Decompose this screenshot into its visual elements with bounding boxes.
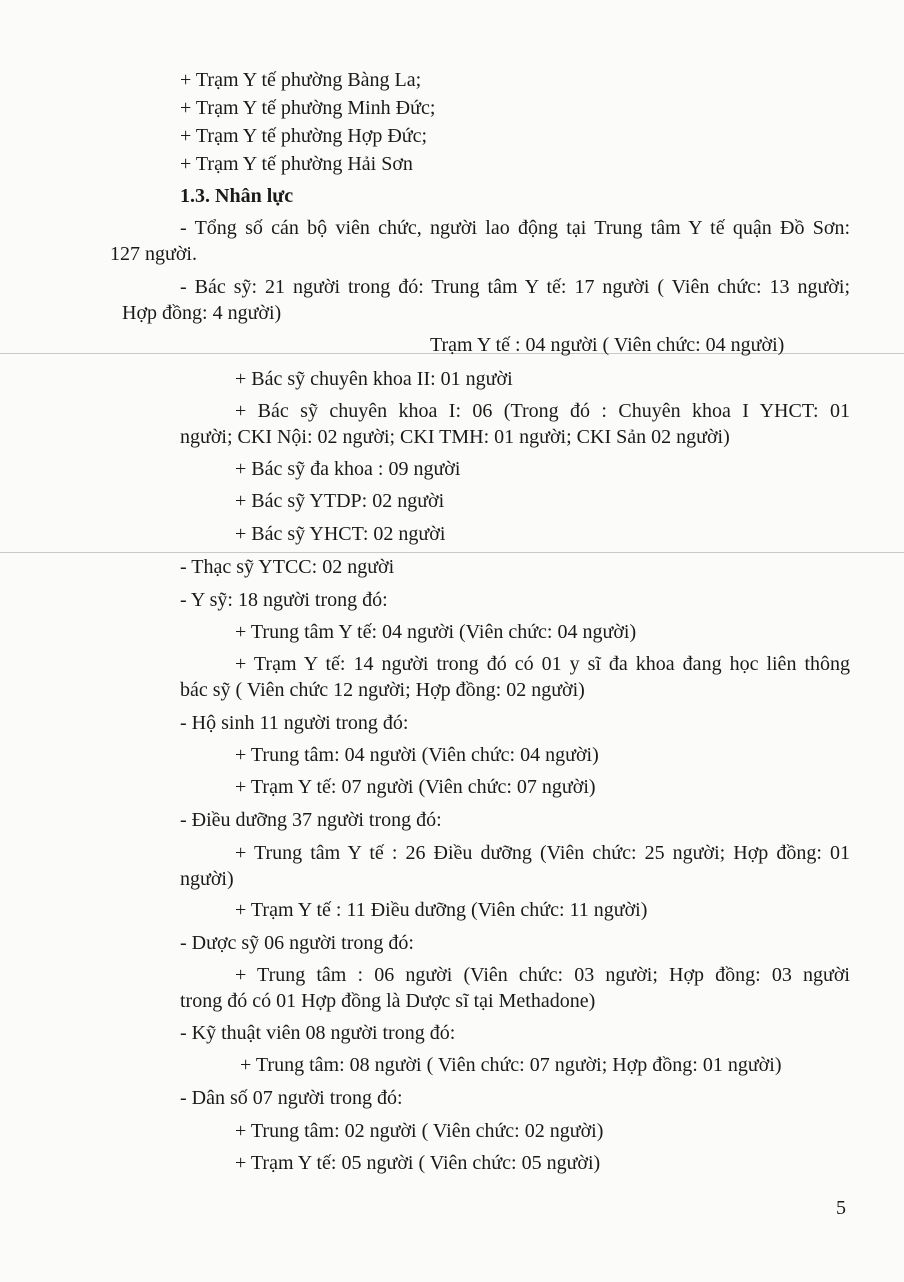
doctors-station-line: Trạm Y tế : 04 người ( Viên chức: 04 người) bbox=[430, 334, 785, 356]
category-item: bác sỹ ( Viên chức 12 người; Hợp đồng: 02 người) bbox=[180, 679, 585, 701]
doctor-specialty-item: + Bác sỹ chuyên khoa II: 01 người bbox=[235, 368, 513, 390]
category-item: + Trung tâm: 08 người ( Viên chức: 07 người; Hợp đồng: 01 người) bbox=[240, 1054, 782, 1076]
category-item: + Trạm Y tế: 07 người (Viên chức: 07 người) bbox=[235, 776, 596, 798]
doctor-specialty-item: người; CKI Nội: 02 người; CKI TMH: 01 người; CKI Sản 02 người) bbox=[180, 426, 730, 448]
category-heading: - Hộ sinh 11 người trong đó: bbox=[180, 712, 409, 734]
doctors-line: Hợp đồng: 4 người) bbox=[122, 302, 282, 324]
ward-item: + Trạm Y tế phường Hải Sơn bbox=[180, 153, 413, 175]
doctors-line: - Bác sỹ: 21 người trong đó: Trung tâm Y tế: 17 người ( Viên chức: 13 người; bbox=[180, 276, 850, 298]
doctor-specialty-item: + Bác sỹ đa khoa : 09 người bbox=[235, 458, 461, 480]
ward-item: + Trạm Y tế phường Minh Đức; bbox=[180, 97, 436, 119]
scan-artifact-line bbox=[0, 552, 904, 553]
ward-item: + Trạm Y tế phường Bàng La; bbox=[180, 69, 422, 91]
category-item: + Trung tâm Y tế: 04 người (Viên chức: 04 người) bbox=[235, 621, 637, 643]
category-heading: - Y sỹ: 18 người trong đó: bbox=[180, 589, 388, 611]
category-item: người) bbox=[180, 868, 234, 890]
doctor-specialty-item: + Bác sỹ chuyên khoa I: 06 (Trong đó : Chuyên khoa I YHCT: 01 bbox=[235, 400, 850, 422]
master-line: - Thạc sỹ YTCC: 02 người bbox=[180, 556, 395, 578]
category-heading: - Dược sỹ 06 người trong đó: bbox=[180, 932, 414, 954]
section-heading: 1.3. Nhân lực bbox=[180, 185, 294, 207]
category-item: + Trung tâm Y tế : 26 Điều dưỡng (Viên chức: 25 người; Hợp đồng: 01 bbox=[235, 842, 850, 864]
category-heading: - Kỹ thuật viên 08 người trong đó: bbox=[180, 1022, 456, 1044]
page-number: 5 bbox=[836, 1197, 846, 1219]
total-staff-line: 127 người. bbox=[110, 243, 197, 265]
doctor-specialty-item: + Bác sỹ YTDP: 02 người bbox=[235, 490, 445, 512]
category-item: + Trạm Y tế : 11 Điều dưỡng (Viên chức: 11 người) bbox=[235, 899, 648, 921]
ward-item: + Trạm Y tế phường Hợp Đức; bbox=[180, 125, 428, 147]
total-staff-line: - Tổng số cán bộ viên chức, người lao động tại Trung tâm Y tế quận Đồ Sơn: bbox=[180, 217, 850, 239]
category-heading: - Điều dưỡng 37 người trong đó: bbox=[180, 809, 442, 831]
category-item: + Trung tâm : 06 người (Viên chức: 03 người; Hợp đồng: 03 người bbox=[235, 964, 850, 986]
category-item: + Trung tâm: 04 người (Viên chức: 04 người) bbox=[235, 744, 599, 766]
category-item: trong đó có 01 Hợp đồng là Dược sĩ tại Methadone) bbox=[180, 990, 596, 1012]
category-item: + Trung tâm: 02 người ( Viên chức: 02 người) bbox=[235, 1120, 604, 1142]
doctor-specialty-item: + Bác sỹ YHCT: 02 người bbox=[235, 523, 446, 545]
category-item: + Trạm Y tế: 05 người ( Viên chức: 05 người) bbox=[235, 1152, 601, 1174]
category-heading: - Dân số 07 người trong đó: bbox=[180, 1087, 403, 1109]
category-item: + Trạm Y tế: 14 người trong đó có 01 y sĩ đa khoa đang học liên thông bbox=[235, 653, 850, 675]
